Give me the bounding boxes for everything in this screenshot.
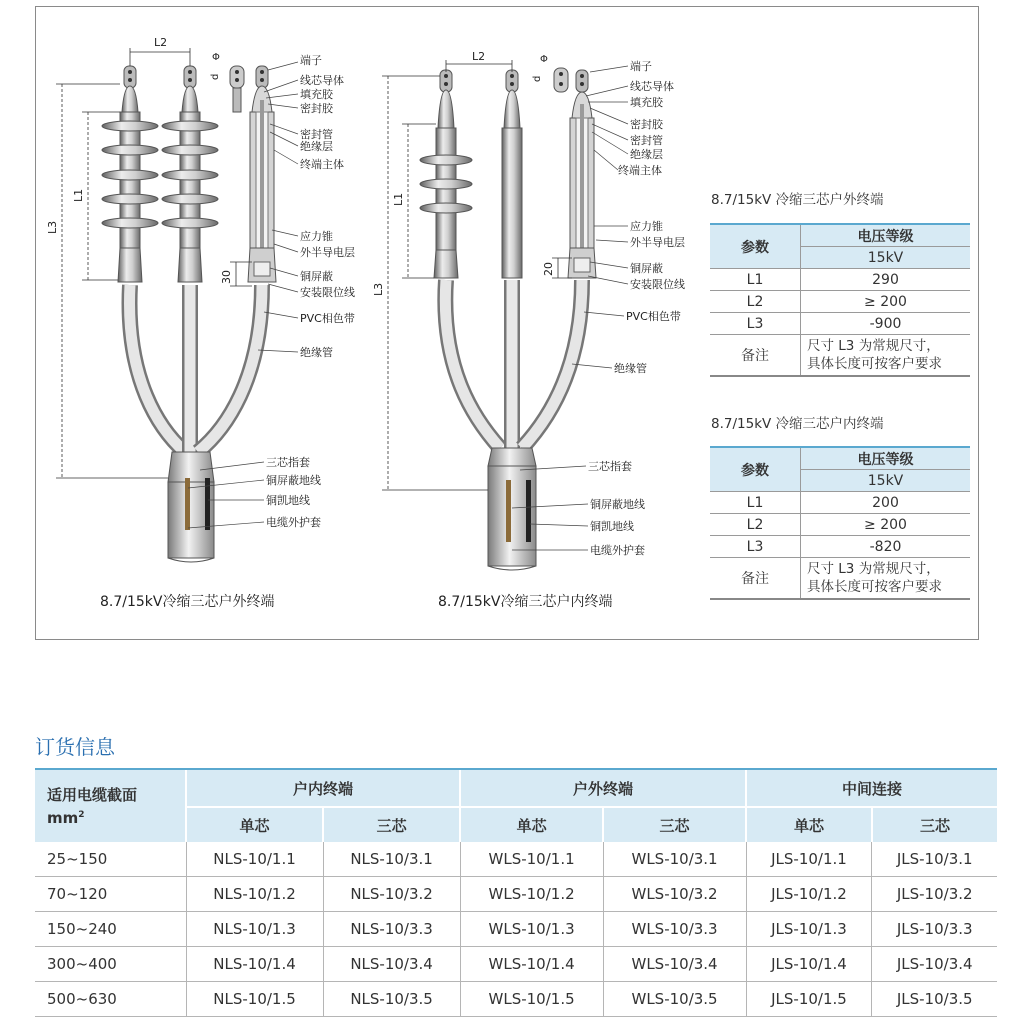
outdoor-dim-d: d <box>210 73 221 80</box>
indoor-label-terminal: 端子 <box>630 60 652 73</box>
outdoor-label-pvc-tape: PVC相色带 <box>300 312 355 325</box>
spec-value: ≥ 200 <box>801 514 971 536</box>
indoor-label-main-body: 终端主体 <box>618 164 662 177</box>
outdoor-phase-2 <box>162 66 218 282</box>
outdoor-terminal-detail <box>230 66 244 112</box>
order-header-unit-exponent: 2 <box>78 809 85 820</box>
outdoor-label-seal-tube: 密封管 <box>300 128 333 141</box>
indoor-label-conductor: 线芯导体 <box>630 80 674 93</box>
spec-value: -820 <box>801 536 971 558</box>
spec-key: L2 <box>710 514 801 536</box>
table-row <box>35 912 997 947</box>
spec-row <box>710 514 970 536</box>
outdoor-phase-1 <box>102 66 158 282</box>
outdoor-label-sealant: 密封胶 <box>300 102 333 115</box>
indoor-dim-l1: L1 <box>392 192 405 206</box>
spec-key: L3 <box>710 313 801 335</box>
spec-value: 200 <box>801 492 971 514</box>
spec-outdoor-voltage-level: 电压等级 <box>801 224 971 247</box>
table-cell: NLS-10/3.2 <box>323 877 460 912</box>
spec-key: L2 <box>710 291 801 313</box>
table-cell: JLS-10/1.4 <box>746 947 872 982</box>
indoor-termination-drawing <box>372 50 685 570</box>
table-cell: 25~150 <box>35 842 186 877</box>
table-cell: JLS-10/1.1 <box>746 842 872 877</box>
spec-indoor-note-line-1: 尺寸 L3 为常规尺寸， <box>807 561 940 577</box>
order-header-cable-section <box>35 769 186 842</box>
order-header-indoor: 户内终端 <box>186 769 460 807</box>
outdoor-dim-phi: Φ <box>212 52 220 63</box>
order-subheader: 单芯 <box>746 807 872 842</box>
indoor-label-armor-ground: 铜凯地线 <box>590 520 634 533</box>
outdoor-label-main-body: 终端主体 <box>300 158 344 171</box>
spec-outdoor-table <box>710 223 970 377</box>
table-cell: WLS-10/3.1 <box>603 842 746 877</box>
table-cell: NLS-10/3.1 <box>323 842 460 877</box>
indoor-label-insulation: 绝缘层 <box>630 148 663 161</box>
indoor-label-semicon: 外半导电层 <box>630 236 685 249</box>
spec-indoor-param-header: 参数 <box>710 447 801 492</box>
indoor-label-limit-line: 安装限位线 <box>630 278 685 291</box>
spec-indoor-voltage: 15kV <box>801 470 971 492</box>
spec-value: 290 <box>801 269 971 291</box>
spec-indoor-voltage-level: 电压等级 <box>801 447 971 470</box>
outdoor-label-sheath: 电缆外护套 <box>266 516 321 529</box>
order-subheader: 单芯 <box>186 807 323 842</box>
table-cell: NLS-10/1.1 <box>186 842 323 877</box>
indoor-label-pvc-tape: PVC相色带 <box>626 310 681 323</box>
order-header-joint: 中间连接 <box>746 769 997 807</box>
spec-indoor-table <box>710 446 970 600</box>
order-header-cable-section-unit <box>47 805 185 828</box>
spec-outdoor-note <box>801 335 971 377</box>
table-row <box>35 877 997 912</box>
table-row <box>35 982 997 1017</box>
table-cell: WLS-10/1.2 <box>460 877 603 912</box>
spec-key: L1 <box>710 492 801 514</box>
outdoor-label-filler: 填充胶 <box>300 88 333 101</box>
order-header-outdoor: 户外终端 <box>460 769 746 807</box>
spec-row <box>710 313 970 335</box>
table-cell: WLS-10/1.5 <box>460 982 603 1017</box>
table-cell: WLS-10/3.3 <box>603 912 746 947</box>
outdoor-label-shield-ground: 铜屏蔽地线 <box>266 474 321 487</box>
indoor-label-sealant: 密封胶 <box>630 118 663 131</box>
indoor-phase-3-section <box>568 70 596 278</box>
table-cell: 300~400 <box>35 947 186 982</box>
table-cell: NLS-10/3.3 <box>323 912 460 947</box>
indoor-phase-1 <box>420 70 472 278</box>
order-table <box>35 768 997 1017</box>
spec-value: ≥ 200 <box>801 291 971 313</box>
spec-indoor-title: 8.7/15kV 冷缩三芯户内终端 <box>711 416 884 432</box>
outdoor-dim-l1: L1 <box>72 188 85 202</box>
table-cell: JLS-10/3.1 <box>872 842 997 877</box>
table-cell: JLS-10/3.5 <box>872 982 997 1017</box>
spec-outdoor-voltage: 15kV <box>801 247 971 269</box>
indoor-dim-gap: 20 <box>542 262 555 276</box>
outdoor-label-copper-shield: 铜屏蔽 <box>300 270 333 283</box>
outdoor-caption: 8.7/15kV冷缩三芯户外终端 <box>100 594 275 610</box>
spec-indoor-note-line-2: 具体长度可按客户要求 <box>807 579 942 595</box>
outdoor-dim-l3: L3 <box>46 220 59 234</box>
outdoor-label-armor-ground: 铜凯地线 <box>266 494 310 507</box>
indoor-label-stress-cone: 应力锥 <box>630 220 663 233</box>
table-cell: NLS-10/3.5 <box>323 982 460 1017</box>
spec-outdoor-note-line-1: 尺寸 L3 为常规尺寸， <box>807 338 940 354</box>
table-cell: NLS-10/1.5 <box>186 982 323 1017</box>
table-cell: JLS-10/1.5 <box>746 982 872 1017</box>
outdoor-termination-drawing <box>46 36 355 562</box>
table-cell: JLS-10/3.4 <box>872 947 997 982</box>
indoor-label-shield-ground: 铜屏蔽地线 <box>590 498 645 511</box>
outdoor-label-semicon: 外半导电层 <box>300 246 355 259</box>
outdoor-dim-l2: L2 <box>154 36 168 49</box>
table-cell: WLS-10/1.1 <box>460 842 603 877</box>
spec-outdoor-title: 8.7/15kV 冷缩三芯户外终端 <box>711 192 884 208</box>
order-subheader: 三芯 <box>603 807 746 842</box>
spec-key: L1 <box>710 269 801 291</box>
table-cell: JLS-10/3.2 <box>872 877 997 912</box>
indoor-label-breakout: 三芯指套 <box>588 460 632 473</box>
spec-key: L3 <box>710 536 801 558</box>
outdoor-label-terminal: 端子 <box>300 54 322 67</box>
indoor-dim-phi: Φ <box>540 54 548 65</box>
spec-outdoor-note-line-2: 具体长度可按客户要求 <box>807 356 942 372</box>
table-cell: 150~240 <box>35 912 186 947</box>
table-cell: WLS-10/1.3 <box>460 912 603 947</box>
outdoor-label-limit-line: 安装限位线 <box>300 286 355 299</box>
table-cell: 70~120 <box>35 877 186 912</box>
table-row <box>35 947 997 982</box>
table-cell: WLS-10/3.4 <box>603 947 746 982</box>
table-cell: NLS-10/1.3 <box>186 912 323 947</box>
order-subheader: 三芯 <box>872 807 997 842</box>
table-cell: NLS-10/3.4 <box>323 947 460 982</box>
outdoor-label-breakout: 三芯指套 <box>266 456 310 469</box>
table-cell: WLS-10/3.2 <box>603 877 746 912</box>
table-cell: WLS-10/3.5 <box>603 982 746 1017</box>
indoor-label-filler: 填充胶 <box>630 96 663 109</box>
indoor-phase-2 <box>502 70 522 278</box>
table-cell: JLS-10/1.3 <box>746 912 872 947</box>
order-header-cable-section-line-1: 适用电缆截面 <box>47 785 138 804</box>
order-info-title: 订货信息 <box>35 735 115 759</box>
spec-outdoor-param-header: 参数 <box>710 224 801 269</box>
table-cell: NLS-10/1.4 <box>186 947 323 982</box>
table-row <box>35 842 997 877</box>
indoor-label-insulating-tube: 绝缘管 <box>614 362 647 375</box>
table-cell: WLS-10/1.4 <box>460 947 603 982</box>
outdoor-label-stress-cone: 应力锥 <box>300 230 333 243</box>
outdoor-phase-3-section <box>248 66 276 282</box>
indoor-dim-l3: L3 <box>372 282 385 296</box>
outdoor-label-insulating-tube: 绝缘管 <box>300 346 333 359</box>
indoor-caption: 8.7/15kV冷缩三芯户内终端 <box>438 594 613 610</box>
spec-value: -900 <box>801 313 971 335</box>
indoor-label-seal-tube: 密封管 <box>630 134 663 147</box>
spec-outdoor-note-label: 备注 <box>710 335 801 377</box>
outdoor-label-conductor: 线芯导体 <box>300 74 344 87</box>
spec-row <box>710 536 970 558</box>
outdoor-dim-gap: 30 <box>220 270 233 284</box>
order-header-unit-base: mm <box>47 808 79 827</box>
table-cell: JLS-10/3.3 <box>872 912 997 947</box>
spec-row <box>710 291 970 313</box>
spec-indoor-note <box>801 558 971 600</box>
table-cell: JLS-10/1.2 <box>746 877 872 912</box>
spec-row <box>710 269 970 291</box>
table-cell: NLS-10/1.2 <box>186 877 323 912</box>
spec-row <box>710 492 970 514</box>
indoor-terminal-detail <box>554 68 568 92</box>
order-subheader: 三芯 <box>323 807 460 842</box>
table-cell: 500~630 <box>35 982 186 1017</box>
indoor-label-copper-shield: 铜屏蔽 <box>630 262 663 275</box>
spec-indoor-note-label: 备注 <box>710 558 801 600</box>
order-subheader: 单芯 <box>460 807 603 842</box>
outdoor-label-insulation: 绝缘层 <box>300 140 333 153</box>
indoor-dim-d: d <box>532 75 543 82</box>
indoor-label-sheath: 电缆外护套 <box>590 544 645 557</box>
indoor-dim-l2: L2 <box>472 50 486 63</box>
